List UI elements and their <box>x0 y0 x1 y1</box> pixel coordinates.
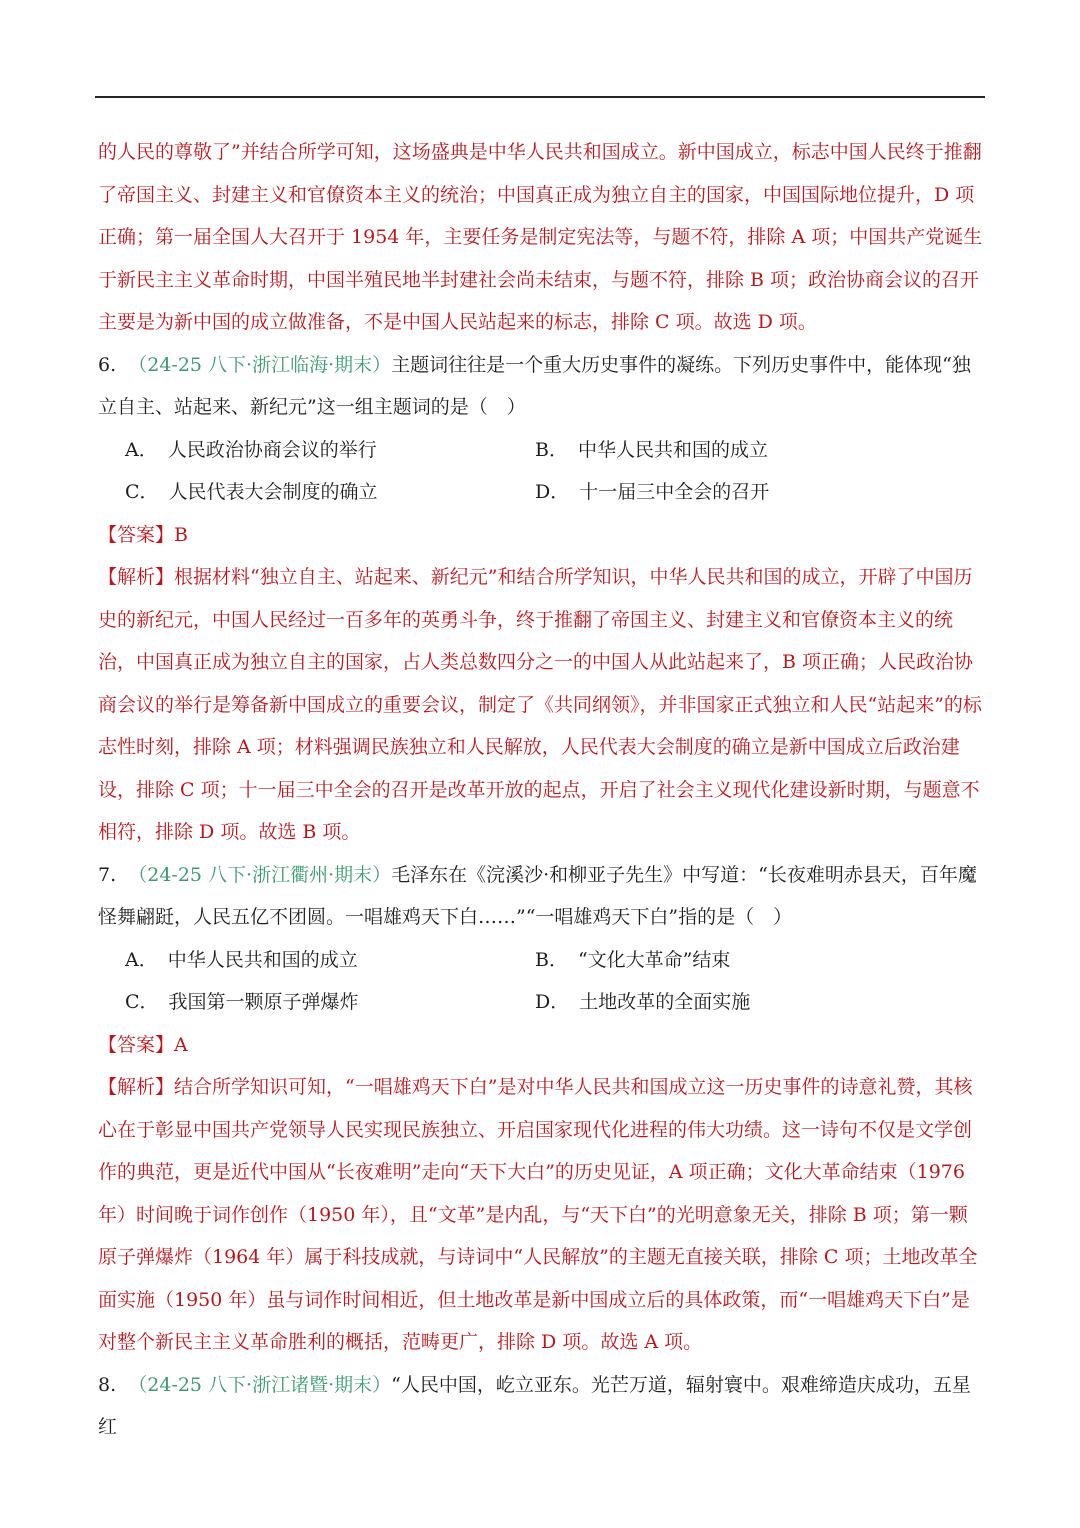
option-letter: D． <box>535 991 570 1013</box>
analysis-label: 【解析】 <box>98 1076 175 1098</box>
option-text: 十一届三中全会的召开 <box>579 481 770 503</box>
question-text: “人民中国，屹立亚东。光芒万道，辐射寰中。艰难缔造庆成功，五星红 <box>98 1373 971 1438</box>
answer-label: 【答案】 <box>98 1033 175 1056</box>
option-c <box>125 471 535 514</box>
analysis-label: 【解析】 <box>98 566 175 588</box>
analysis-text: 结合所学知识可知，“一唱雄鸡天下白”是对中华人民共和国成立这一历史事件的诗意礼赞，其核心在于彰显中国共产党领导人民实现民族独立、开启国家现代化进程的伟大功绩。这一诗句不仅是文学创作的典范，更是近代中国从“长夜难明”走向“天下大白”的历史见证，A 项正确；文化大革命结束（1976 年）时间晚于词作创作（1950 年），且“文革”是内乱，与“天下白”的光明意象无关，排除 B 项；第一颗原子弹爆炸（1964 年）属于科技成就，与诗词中“人民解放”的主题无直接关联，排除 C 项；土地改革全面实施（1950 年）虽与词作时间相近，但土地改革是新中国成立后的具体政策，而“一唱雄鸡天下白”是对整个新民主主义革命胜利的概括，范畴更广，排除 D 项。故选 A 项。 <box>98 1076 978 1353</box>
question-source: （24-25 八下·浙江临海·期末） <box>128 353 392 376</box>
option-text: 土地改革的全面实施 <box>579 991 751 1013</box>
question-text: 毛泽东在《浣溪沙·和柳亚子先生》中写道：“长夜难明赤县天，百年魔怪舞翩跹，人民五亿不团圆。一唱雄鸡天下白……”“一唱雄鸡天下白”指的是（ ） <box>98 863 977 928</box>
option-b <box>535 429 945 472</box>
prev-analysis-tail: 的人民的尊敬了”并结合所学可知，这场盛典是中华人民共和国成立。新中国成立，标志中国人民终于推翻了帝国主义、封建主义和官僚资本主义的统治；中国真正成为独立自主的国家，中国国际地位提升，D 项正确；第一届全国人大召开于 1954 年，主要任务是制定宪法等，与题不符，排除 A 项；中国共产党诞生于新民主主义革命时期，中国半殖民地半封建社会尚未结束，与题不符，排除 B 项；政治协商会议的召开主要是为新中国的成立做准备，不是中国人民站起来的标志，排除 C 项。故选 D 项。 <box>98 141 983 333</box>
header-rule <box>95 96 985 98</box>
option-text: 人民政治协商会议的举行 <box>167 438 377 461</box>
question-source: （24-25 八下·浙江诸暨·期末） <box>128 1373 392 1396</box>
option-d <box>535 471 945 514</box>
option-list <box>98 429 986 514</box>
analysis-paragraph <box>98 556 986 854</box>
option-list <box>98 939 986 1024</box>
option-b <box>535 939 945 982</box>
answer-line <box>98 514 986 557</box>
question-number: 7. <box>98 863 117 886</box>
question-text: 主题词往往是一个重大历史事件的凝练。下列历史事件中，能体现“独立自主、站起来、新纪元”这一组主题词的是（ ） <box>98 353 971 418</box>
option-text: “文化大革命”结束 <box>577 948 731 971</box>
option-a <box>125 429 535 472</box>
option-letter: A． <box>125 438 158 461</box>
question-7 <box>98 854 986 1364</box>
question-source: （24-25 八下·浙江衢州·期末） <box>128 863 392 886</box>
option-c <box>125 981 535 1024</box>
option-letter: B． <box>535 948 568 971</box>
option-letter: C． <box>125 481 159 503</box>
question-number: 6. <box>98 353 117 376</box>
question-6 <box>98 344 986 854</box>
option-a <box>125 939 535 982</box>
question-number: 8. <box>98 1373 117 1396</box>
option-letter: C． <box>125 991 159 1013</box>
option-text: 我国第一颗原子弹爆炸 <box>168 991 359 1013</box>
analysis-paragraph <box>98 1066 986 1364</box>
option-letter: D． <box>535 481 570 503</box>
option-letter: B． <box>535 438 568 461</box>
question-8 <box>98 1364 986 1449</box>
question-stem <box>98 344 986 429</box>
option-letter: A． <box>125 948 158 971</box>
document-content <box>98 131 986 1449</box>
answer-value: B <box>174 523 188 546</box>
answer-value: A <box>174 1033 188 1056</box>
question-stem <box>98 1364 986 1449</box>
answer-line <box>98 1024 986 1067</box>
option-text: 中华人民共和国的成立 <box>577 438 768 461</box>
option-text: 人民代表大会制度的确立 <box>168 481 378 503</box>
option-d <box>535 981 945 1024</box>
answer-label: 【答案】 <box>98 523 175 546</box>
option-text: 中华人民共和国的成立 <box>167 948 358 971</box>
analysis-text: 根据材料“独立自主、站起来、新纪元”和结合所学知识，中华人民共和国的成立，开辟了中国历史的新纪元，中国人民经过一百多年的英勇斗争，终于推翻了帝国主义、封建主义和官僚资本主义的统治，中国真正成为独立自主的国家，占人类总数四分之一的中国人从此站起来了，B 项正确；人民政治协商会议的举行是筹备新中国成立的重要会议，制定了《共同纲领》，并非国家正式独立和人民“站起来”的标志性时刻，排除 A 项；材料强调民族独立和人民解放，人民代表大会制度的确立是新中国成立后政治建设，排除 C 项；十一届三中全会的召开是改革开放的起点，开启了社会主义现代化建设新时期，与题意不相符，排除 D 项。故选 B 项。 <box>98 566 982 843</box>
question-stem <box>98 854 986 939</box>
